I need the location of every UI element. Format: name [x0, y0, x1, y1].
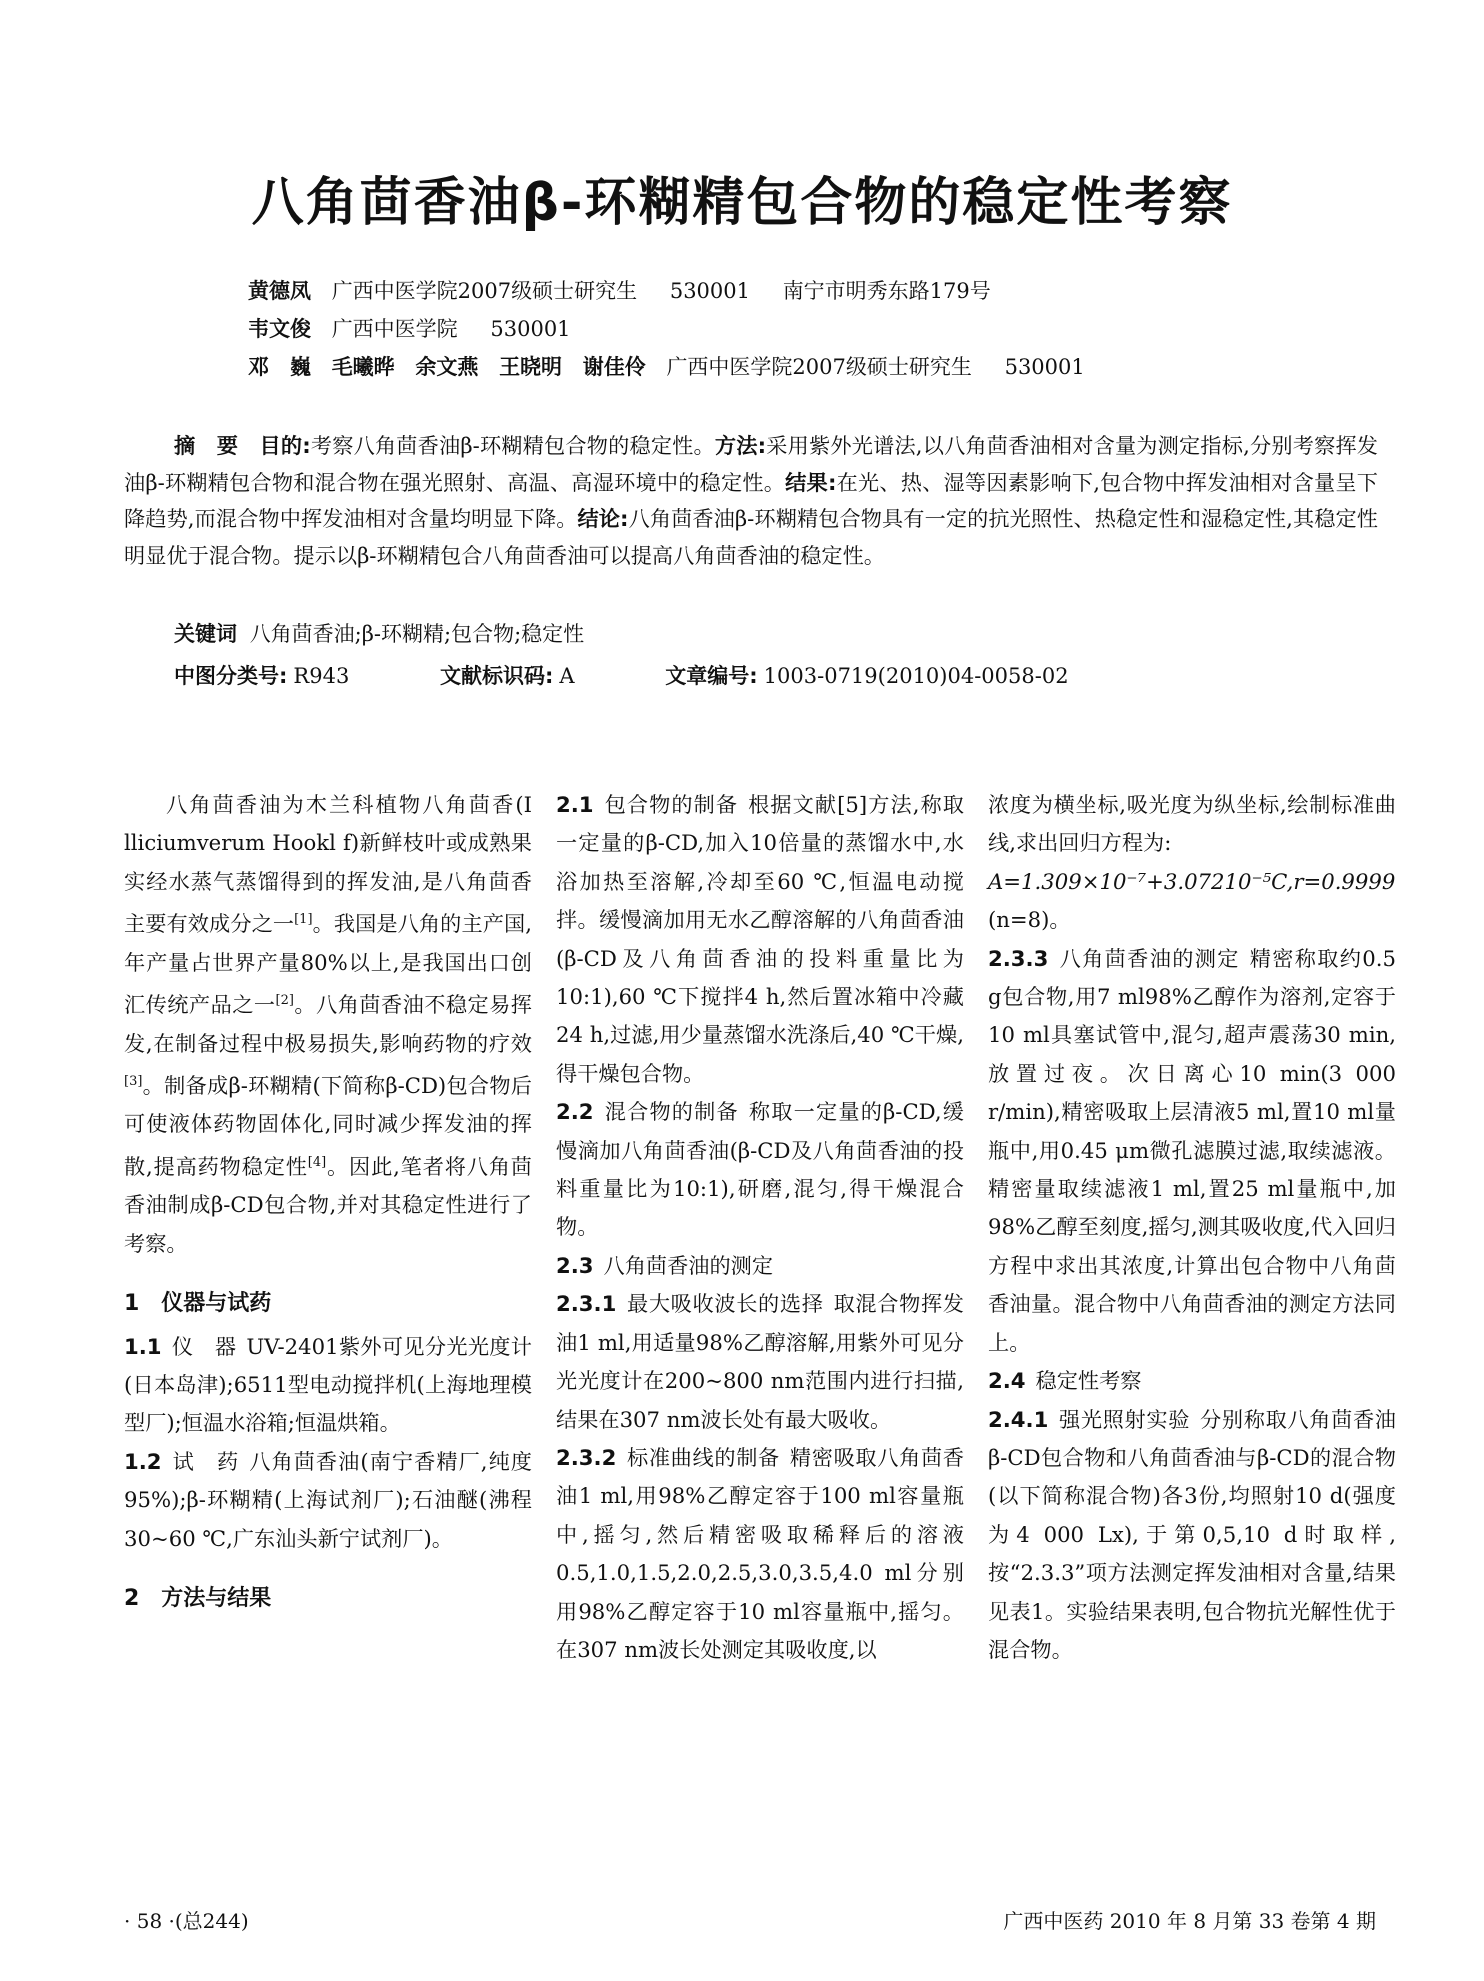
conclusion-text: 八角茴香油β-环糊精包合物具有一定的抗光照性、热稳定性和湿稳定性,其稳定性明显优于混合物。提示以β-环糊精包合八角茴香油可以提高八角茴香油的稳定性。: [124, 506, 1378, 568]
keywords-value: 八角茴香油;β-环糊精;包合物;稳定性: [249, 622, 585, 646]
author-name: 谢佳伶: [582, 355, 646, 379]
section-title: 八角茴香油的测定: [603, 1252, 774, 1278]
method-text: 采用紫外光谱法,以八角茴香油相对含量为测定指标,分别考察挥发油β-环糊精包合物和混合物在强光照射、高温、高湿环境中的稳定性。: [124, 433, 1378, 495]
section-text: UV-2401紫外可见分光光度计(日本岛津);6511型电动搅拌机(上海地理模型厂);恒温水浴箱;恒温烘箱。: [124, 1333, 532, 1436]
author-affiliation: 广西中医学院2007级硕士研究生: [666, 355, 972, 379]
section-title: 包合物的制备: [603, 792, 739, 817]
section-title: 仪 器: [171, 1333, 237, 1359]
section-text: 八角茴香油(南宁香精厂,纯度95%);β-环糊精(上海试剂厂);石油醚(沸程30~60 ℃,广东汕头新宁试剂厂)。: [124, 1448, 532, 1551]
intro-paragraph: [124, 786, 532, 1263]
purpose-text: 考察八角茴香油β-环糊精包合物的稳定性。: [310, 433, 715, 458]
column-2: [556, 786, 964, 1669]
section-text: 精密吸取八角茴香油1 ml,用98%乙醇定容于100 ml容量瓶中,摇匀,然后精密吸取稀释后的溶液0.5,1.0,1.5,2.0,2.5,3.0,3.5,4.0 ml分别用98%乙醇定容于10 ml容量瓶中,摇匀。在307 nm波长处测定其吸收度,以: [556, 1444, 964, 1662]
page-title: 八角茴香油β-环糊精包合物的稳定性考察: [251, 173, 1233, 233]
classification: [174, 660, 1069, 690]
section-paragraph: [988, 1401, 1396, 1670]
clc-value: R943: [293, 664, 350, 688]
result-label: 结果:: [785, 469, 837, 495]
section-title: 八角茴香油的测定: [1058, 945, 1240, 971]
journal-info: 广西中医药 2010 年 8 月第 33 卷第 4 期: [1003, 1909, 1376, 1933]
equation-n: [988, 901, 1396, 939]
section-paragraph: [556, 786, 964, 1093]
section-paragraph: [556, 1285, 964, 1439]
section-number: 2.3.2: [556, 1444, 617, 1470]
purpose-label: 目的:: [259, 433, 311, 458]
section-title: 强光照射实验: [1058, 1406, 1191, 1432]
column-3: [988, 786, 1396, 1669]
section-number: 2.1: [556, 792, 594, 817]
doc-label: 文献标识码:: [440, 664, 554, 688]
author-block: [248, 272, 1085, 386]
section-text: 分别称取八角茴香油β-CD包合物和八角茴香油与β-CD的混合物(以下简称混合物)各3份,均照射10 d(强度为4 000 Lx),于第0,5,10 d时取样,按“2.3.3”项方法测定挥发油相对含量,结果见表1。实验结果表明,包合物抗光解性优于混合物。: [988, 1406, 1396, 1662]
section-number: 2.4: [988, 1368, 1026, 1394]
section-title: 标准曲线的制备: [626, 1444, 780, 1470]
section-number: 2.3.3: [988, 945, 1049, 971]
author-postcode: 530001: [1004, 355, 1085, 379]
section-text: 浓度为横坐标,吸光度为纵坐标,绘制标准曲线,求出回归方程为:: [988, 792, 1396, 856]
equation-text: A=1.309×10⁻⁷+3.07210⁻⁵C,r=0.9999: [988, 868, 1396, 894]
intro-text: 。八角茴香油不稳定易挥发,在制备过程中极易损失,影响药物的疗效: [124, 992, 532, 1056]
clc-label: 中图分类号:: [174, 664, 288, 688]
section-number: 2.3.1: [556, 1291, 617, 1317]
column-1: [124, 786, 532, 1622]
section-paragraph: [124, 1328, 532, 1443]
section-number: 1.1: [124, 1333, 162, 1359]
section-title: 最大吸收波长的选择: [626, 1291, 824, 1317]
citation: [3]: [124, 1073, 143, 1089]
keywords: [174, 618, 584, 648]
page-number: · 58 ·(总244): [124, 1909, 249, 1933]
section-text: 称取一定量的β-CD,缓慢滴加八角茴香油(β-CD及八角茴香油的投料重量比为10:1),研磨,混匀,得干燥混合物。: [556, 1099, 964, 1240]
section-paragraph: [988, 786, 1396, 863]
section-paragraph: [988, 940, 1396, 1362]
author-affiliation: 广西中医学院2007级硕士研究生: [331, 279, 638, 303]
doc-value: A: [559, 664, 575, 688]
author-line: [248, 272, 1085, 310]
section-text: 根据文献[5]方法,称取一定量的β-CD,加入10倍量的蒸馏水中,水浴加热至溶解,冷却至60 ℃,恒温电动搅拌。缓慢滴加用无水乙醇溶解的八角茴香油(β-CD及八角茴香油的投料重量比为10:1),60 ℃下搅拌4 h,然后置冰箱中冷藏24 h,过滤,用少量蒸馏水洗涤后,40 ℃干燥,得干燥包合物。: [556, 792, 964, 1086]
section-paragraph: [124, 1443, 532, 1558]
section-number: 2.3: [556, 1252, 594, 1278]
section-paragraph: [988, 1362, 1396, 1400]
intro-text: 。因此,笔者将八角茴香油制成β-CD包合物,并对其稳定性进行了考察。: [124, 1153, 532, 1256]
author-affiliation: 广西中医学院: [331, 317, 458, 341]
keywords-label: 关键词: [174, 622, 237, 646]
section-heading: 1 仪器与试药: [124, 1291, 272, 1317]
author-name: 黄德凤: [248, 279, 311, 303]
intro-text: 。制备成β-环糊精(下简称β-CD)包合物后可使液体药物固体化,同时减少挥发油的挥散,提高药物稳定性: [124, 1073, 532, 1179]
citation: [1]: [294, 912, 313, 928]
section-paragraph: [556, 1439, 964, 1669]
author-line: [248, 348, 1085, 386]
author-name: 邓 巍: [248, 355, 311, 379]
section-number: 2.4.1: [988, 1406, 1049, 1432]
section-text: 精密称取约0.5 g包合物,用7 ml98%乙醇作为溶剂,定容于10 ml具塞试管中,混匀,超声震荡30 min,放置过夜。次日离心10 min(3 000 r/min),精密吸取上层清液5 ml,置10 ml量瓶中,用0.45 μm微孔滤膜过滤,取续滤液。精密量取续滤液1 ml,置25 ml量瓶中,加98%乙醇至刻度,摇匀,测其吸收度,代入回归方程中求出其浓度,计算出包合物中八角茴香油量。混合物中八角茴香油的测定方法同上。: [988, 945, 1396, 1355]
section-title: 稳定性考察: [1035, 1368, 1142, 1394]
citation: [4]: [307, 1154, 327, 1170]
section-text: 取混合物挥发油1 ml,用适量98%乙醇溶解,用紫外可见分光光度计在200~800 nm范围内进行扫描,结果在307 nm波长处有最大吸收。: [556, 1291, 964, 1432]
section-title: 试 药: [171, 1448, 240, 1474]
abstract: [124, 428, 1378, 574]
citation: [2]: [275, 993, 294, 1009]
equation-note: (n=8)。: [988, 907, 1071, 933]
author-name: 余文燕: [415, 355, 479, 379]
abstract-text: [124, 428, 1378, 574]
section-paragraph: [556, 1093, 964, 1247]
abstract-label: 摘 要: [174, 433, 239, 458]
author-name: 王晓明: [499, 355, 563, 379]
author-postcode: 530001: [490, 317, 571, 341]
section-number: 1.2: [124, 1448, 162, 1474]
conclusion-label: 结论:: [577, 506, 629, 531]
intro-text: 。我国是八角的主产国,年产量占世界产量80%以上,是我国出口创汇传统产品之一: [124, 911, 532, 1018]
section-paragraph: [556, 1247, 964, 1285]
author-name: 毛曦晔: [331, 355, 395, 379]
author-postcode: 530001: [669, 279, 750, 303]
author-name: 韦文俊: [248, 317, 311, 341]
section-number: 2.2: [556, 1099, 594, 1125]
section-heading: 2 方法与结果: [124, 1585, 272, 1611]
equation: [988, 863, 1396, 901]
article-value: 1003-0719(2010)04-0058-02: [763, 664, 1069, 688]
author-line: [248, 310, 1085, 348]
intro-text: 八角茴香油为木兰科植物八角茴香(I lliciumverum Hookl f)新鲜枝叶或成熟果实经水蒸气蒸馏得到的挥发油,是八角茴香主要有效成分之一: [124, 792, 532, 937]
author-address: 南宁市明秀东路179号: [782, 279, 991, 303]
section-title: 混合物的制备: [603, 1099, 739, 1125]
method-label: 方法:: [714, 433, 767, 458]
article-label: 文章编号:: [665, 664, 758, 688]
result-text: 在光、热、湿等因素影响下,包合物中挥发油相对含量呈下降趋势,而混合物中挥发油相对含量均明显下降。: [124, 469, 1378, 531]
